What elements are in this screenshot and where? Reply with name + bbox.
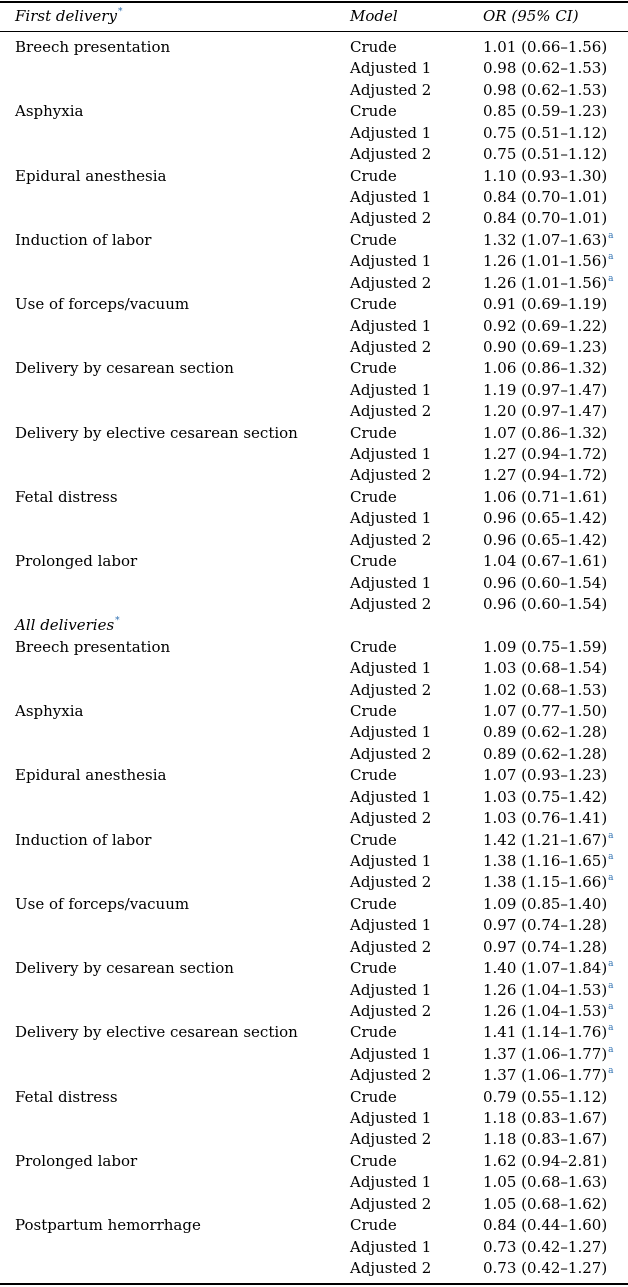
model-cell: Crude bbox=[350, 552, 397, 571]
significance-mark: a bbox=[608, 959, 614, 970]
table-row bbox=[0, 444, 628, 465]
model-cell: Adjusted 1 bbox=[350, 187, 432, 206]
or-ci-cell: 0.79 (0.55–1.12) bbox=[483, 1087, 608, 1106]
or-ci-cell: 0.96 (0.65–1.42) bbox=[483, 509, 608, 528]
table-row bbox=[0, 166, 628, 187]
or-ci-cell: 1.42 $(1.21-1.67)^a$ bbox=[483, 830, 614, 849]
table-row bbox=[0, 551, 628, 572]
or-ci-cell: 1.62 (0.94–2.81) bbox=[483, 1151, 608, 1170]
or-ci-cell: 1.32 $(1.07-1.63)^a$ bbox=[483, 230, 614, 249]
section-asterisk-mark: * bbox=[115, 616, 120, 627]
outcome-label: Delivery by elective cesarean section bbox=[15, 423, 298, 442]
table-row bbox=[0, 958, 628, 979]
model-cell: Adjusted 1 bbox=[350, 380, 432, 399]
model-cell: Adjusted 1 bbox=[350, 573, 432, 592]
or-ci-cell: 1.37 $(1.06-1.77)^a$ bbox=[483, 1044, 614, 1063]
or-ci-cell: 1.07 (0.86–1.32) bbox=[483, 423, 608, 442]
table-row bbox=[0, 123, 628, 144]
table-row bbox=[0, 187, 628, 208]
or-ci-cell: 0.73 (0.42–1.27) bbox=[483, 1237, 608, 1256]
table-row bbox=[0, 573, 628, 594]
model-cell: Adjusted 2 bbox=[350, 1258, 432, 1277]
or-ci-cell: 0.97 (0.74–1.28) bbox=[483, 916, 608, 935]
table-row bbox=[0, 208, 628, 229]
model-cell: Adjusted 2 bbox=[350, 594, 432, 613]
model-cell: Crude bbox=[350, 830, 397, 849]
model-cell: Adjusted 2 bbox=[350, 209, 432, 228]
or-ci-cell: 1.26 $(1.04-1.53)^a$ bbox=[483, 980, 614, 999]
outcome-label: Epidural anesthesia bbox=[15, 166, 167, 185]
model-cell: Adjusted 1 bbox=[350, 787, 432, 806]
model-cell: Crude bbox=[350, 38, 397, 56]
model-cell: Crude bbox=[350, 102, 397, 121]
outcome-label: Epidural anesthesia bbox=[15, 766, 167, 785]
model-cell: Crude bbox=[350, 1087, 397, 1106]
or-ci-cell: 1.09 (0.85–1.40) bbox=[483, 894, 608, 913]
model-cell: Crude bbox=[350, 1151, 397, 1170]
table-row bbox=[0, 701, 628, 722]
header-asterisk-mark: * bbox=[117, 7, 123, 17]
or-ci-cell: 0.84 (0.70–1.01) bbox=[483, 187, 608, 206]
or-ci-cell: 0.96 (0.60–1.54) bbox=[483, 594, 608, 613]
table-row bbox=[0, 1258, 628, 1279]
significance-mark: a bbox=[608, 273, 614, 284]
section-title-row bbox=[0, 615, 628, 636]
model-cell: Crude bbox=[350, 637, 397, 656]
model-cell: Crude bbox=[350, 423, 397, 442]
model-cell: Adjusted 1 bbox=[350, 980, 432, 999]
or-ci-cell: 0.73 (0.42–1.27) bbox=[483, 1258, 608, 1277]
outcome-label: Fetal distress bbox=[15, 1087, 118, 1106]
model-cell: Adjusted 2 bbox=[350, 1066, 432, 1085]
or-ci-cell: 1.05 (0.68–1.62) bbox=[483, 1194, 608, 1213]
or-ci-cell: 1.04 (0.67–1.61) bbox=[483, 552, 608, 571]
or-ci-cell: 0.97 (0.74–1.28) bbox=[483, 937, 608, 956]
or-ci-cell: 1.27 (0.94–1.72) bbox=[483, 466, 608, 485]
table-row bbox=[0, 851, 628, 872]
table-row bbox=[0, 680, 628, 701]
or-ci-cell: 1.27 (0.94–1.72) bbox=[483, 445, 608, 463]
significance-mark: a bbox=[608, 1023, 614, 1034]
outcome-label: Delivery by cesarean section bbox=[15, 959, 234, 978]
outcome-label: Use of forceps/vacuum bbox=[15, 295, 190, 313]
model-cell: Adjusted 2 bbox=[350, 402, 432, 421]
model-cell: Adjusted 2 bbox=[350, 530, 432, 549]
significance-mark: a bbox=[608, 1044, 614, 1055]
table-row bbox=[0, 894, 628, 915]
table-row bbox=[0, 637, 628, 658]
significance-mark: a bbox=[608, 852, 614, 862]
model-cell: Adjusted 1 bbox=[350, 509, 432, 528]
table-row bbox=[0, 58, 628, 79]
or-ci-cell: 1.07 (0.93–1.23) bbox=[483, 766, 608, 785]
or-ci-cell: 0.89 (0.62–1.28) bbox=[483, 723, 608, 742]
outcome-label: Delivery by cesarean section bbox=[15, 359, 234, 378]
or-ci-cell: 1.19 (0.97–1.47) bbox=[483, 380, 608, 399]
table-row bbox=[0, 1108, 628, 1129]
model-cell: Adjusted 1 bbox=[350, 1173, 432, 1192]
outcome-label: Asphyxia bbox=[15, 102, 84, 121]
model-cell: Adjusted 1 bbox=[350, 316, 432, 335]
model-cell: Adjusted 1 bbox=[350, 445, 432, 463]
or-ci-cell: 0.98 (0.62–1.53) bbox=[483, 80, 608, 99]
outcome-label: Induction of labor bbox=[15, 830, 152, 849]
or-ci-cell: 1.05 (0.68–1.63) bbox=[483, 1173, 608, 1192]
or-ci-cell: 1.06 (0.71–1.61) bbox=[483, 487, 608, 506]
table-row bbox=[0, 401, 628, 422]
outcome-label: Prolonged labor bbox=[15, 1151, 138, 1170]
model-cell: Adjusted 2 bbox=[350, 1194, 432, 1213]
model-cell: Crude bbox=[350, 766, 397, 785]
table-row bbox=[0, 530, 628, 551]
table-row bbox=[0, 1065, 628, 1086]
table-row bbox=[0, 744, 628, 765]
or-ci-cell: 1.09 (0.75–1.59) bbox=[483, 637, 608, 656]
or-ci-cell: 1.10 (0.93–1.30) bbox=[483, 166, 608, 185]
or-ci-cell: 0.75 (0.51–1.12) bbox=[483, 123, 608, 142]
table-row bbox=[0, 1001, 628, 1022]
model-cell: Adjusted 1 bbox=[350, 123, 432, 142]
or-ci-cell: 1.18 (0.83–1.67) bbox=[483, 1109, 608, 1127]
or-ci-cell: 1.07 (0.77–1.50) bbox=[483, 702, 608, 720]
header-first-delivery: First delivery* bbox=[15, 7, 123, 25]
model-cell: Crude bbox=[350, 359, 397, 378]
significance-mark: a bbox=[608, 230, 614, 241]
model-cell: Adjusted 1 bbox=[350, 1237, 432, 1256]
table-row bbox=[0, 787, 628, 808]
or-ci-cell: 1.26 $(1.01-1.56)^a$ bbox=[483, 273, 614, 292]
table-row bbox=[0, 508, 628, 529]
table-row bbox=[0, 1194, 628, 1215]
or-ci-cell: 1.02 (0.68–1.53) bbox=[483, 680, 608, 699]
or-ci-cell: 0.96 (0.65–1.42) bbox=[483, 530, 608, 549]
outcome-label: Postpartum hemorrhage bbox=[15, 1216, 201, 1235]
model-cell: Adjusted 2 bbox=[350, 1001, 432, 1020]
table-row bbox=[0, 230, 628, 251]
model-cell: Adjusted 1 bbox=[350, 1109, 432, 1127]
model-cell: Adjusted 2 bbox=[350, 744, 432, 763]
or-ci-cell: 1.26 $(1.04-1.53)^a$ bbox=[483, 1001, 614, 1020]
or-ci-cell: 0.98 (0.62–1.53) bbox=[483, 59, 608, 78]
table-row bbox=[0, 658, 628, 679]
top-rule bbox=[0, 1, 628, 3]
outcome-label: Breech presentation bbox=[15, 38, 171, 56]
model-cell: Adjusted 2 bbox=[350, 680, 432, 699]
section-title: All deliveries* bbox=[15, 616, 120, 635]
or-ci-cell: 0.89 (0.62–1.28) bbox=[483, 744, 608, 763]
table-row bbox=[0, 594, 628, 615]
outcome-label: Breech presentation bbox=[15, 637, 171, 656]
model-cell: Crude bbox=[350, 487, 397, 506]
table-row bbox=[0, 1129, 628, 1150]
table-row bbox=[0, 316, 628, 337]
table-row bbox=[0, 765, 628, 786]
or-ci-cell: 1.38 $(1.16-1.65)^a$ bbox=[483, 852, 614, 870]
or-ci-cell: 1.41 $(1.14-1.76)^a$ bbox=[483, 1023, 614, 1042]
table-row bbox=[0, 872, 628, 893]
or-ci-cell: 0.84 (0.44–1.60) bbox=[483, 1216, 608, 1235]
outcome-label: Fetal distress bbox=[15, 487, 118, 506]
model-cell: Crude bbox=[350, 894, 397, 913]
table-row bbox=[0, 101, 628, 122]
model-cell: Adjusted 2 bbox=[350, 809, 432, 828]
table-row bbox=[0, 465, 628, 486]
table-row bbox=[0, 251, 628, 272]
table-row bbox=[0, 1087, 628, 1108]
table-row bbox=[0, 722, 628, 743]
significance-mark: a bbox=[608, 873, 614, 884]
or-ci-cell: 0.96 (0.60–1.54) bbox=[483, 573, 608, 592]
model-cell: Crude bbox=[350, 959, 397, 978]
table-row bbox=[0, 937, 628, 958]
table-row bbox=[0, 80, 628, 101]
or-ci-cell: 0.84 (0.70–1.01) bbox=[483, 209, 608, 228]
or-ci-cell: 1.06 (0.86–1.32) bbox=[483, 359, 608, 378]
table-row bbox=[0, 1172, 628, 1193]
or-ci-cell: 0.92 (0.69–1.22) bbox=[483, 316, 608, 335]
model-cell: Adjusted 1 bbox=[350, 59, 432, 78]
header-or-ci: OR (95% CI) bbox=[483, 7, 579, 25]
table-row bbox=[0, 1215, 628, 1236]
or-ci-cell: 0.90 (0.69–1.23) bbox=[483, 337, 608, 356]
bottom-rule bbox=[0, 1283, 628, 1285]
outcome-label: Use of forceps/vacuum bbox=[15, 894, 190, 913]
or-ci-cell: 1.03 (0.76–1.41) bbox=[483, 809, 608, 828]
or-ci-cell: 1.01 (0.66–1.56) bbox=[483, 38, 608, 56]
header-rule bbox=[0, 31, 628, 32]
outcome-label: Induction of labor bbox=[15, 230, 152, 249]
outcome-label: Delivery by elective cesarean section bbox=[15, 1023, 298, 1042]
table-row bbox=[0, 1022, 628, 1043]
table-row bbox=[0, 1044, 628, 1065]
header-model: Model bbox=[350, 7, 398, 25]
table-row bbox=[0, 294, 628, 315]
or-ci-cell: 1.26 $(1.01-1.56)^a$ bbox=[483, 252, 614, 271]
outcome-label: Prolonged labor bbox=[15, 552, 138, 571]
model-cell: Adjusted 1 bbox=[350, 916, 432, 935]
significance-mark: a bbox=[608, 1001, 614, 1012]
model-cell: Crude bbox=[350, 166, 397, 185]
table-row bbox=[0, 1237, 628, 1258]
model-cell: Adjusted 2 bbox=[350, 145, 432, 164]
model-cell: Crude bbox=[350, 295, 397, 313]
significance-mark: a bbox=[608, 980, 614, 991]
model-cell: Adjusted 2 bbox=[350, 873, 432, 892]
model-cell: Adjusted 2 bbox=[350, 337, 432, 356]
or-ci-cell: 0.91 (0.69–1.19) bbox=[483, 295, 608, 313]
significance-mark: a bbox=[608, 830, 614, 841]
header-row bbox=[0, 6, 628, 27]
model-cell: Crude bbox=[350, 702, 397, 720]
table-row bbox=[0, 808, 628, 829]
model-cell: Adjusted 1 bbox=[350, 252, 432, 271]
model-cell: Adjusted 2 bbox=[350, 466, 432, 485]
model-cell: Adjusted 2 bbox=[350, 1130, 432, 1149]
model-cell: Adjusted 1 bbox=[350, 723, 432, 742]
table-row bbox=[0, 380, 628, 401]
model-cell: Adjusted 1 bbox=[350, 659, 432, 678]
table-row bbox=[0, 337, 628, 358]
or-ci-cell: 1.03 (0.68–1.54) bbox=[483, 659, 608, 678]
or-ci-cell: 1.37 $(1.06-1.77)^a$ bbox=[483, 1066, 614, 1085]
significance-mark: a bbox=[608, 252, 614, 263]
model-cell: Crude bbox=[350, 230, 397, 249]
table-row bbox=[0, 980, 628, 1001]
model-cell: Adjusted 2 bbox=[350, 937, 432, 956]
model-cell: Crude bbox=[350, 1216, 397, 1235]
table-row bbox=[0, 358, 628, 379]
or-ci-cell: 1.40 $(1.07-1.84)^a$ bbox=[483, 959, 614, 978]
or-ci-cell: 1.18 (0.83–1.67) bbox=[483, 1130, 608, 1149]
model-cell: Crude bbox=[350, 1023, 397, 1042]
model-cell: Adjusted 1 bbox=[350, 852, 432, 870]
or-ci-cell: 1.20 (0.97–1.47) bbox=[483, 402, 608, 421]
significance-mark: a bbox=[608, 1066, 614, 1077]
table-row bbox=[0, 37, 628, 58]
model-cell: Adjusted 2 bbox=[350, 80, 432, 99]
table-row bbox=[0, 1151, 628, 1172]
outcome-label: Asphyxia bbox=[15, 702, 84, 720]
table-row bbox=[0, 487, 628, 508]
table-row bbox=[0, 423, 628, 444]
table-row bbox=[0, 273, 628, 294]
or-ci-cell: 1.03 (0.75–1.42) bbox=[483, 787, 608, 806]
table-row bbox=[0, 830, 628, 851]
model-cell: Adjusted 1 bbox=[350, 1044, 432, 1063]
or-ci-cell: 0.85 (0.59–1.23) bbox=[483, 102, 608, 121]
table-row bbox=[0, 144, 628, 165]
or-ci-cell: 0.75 (0.51–1.12) bbox=[483, 145, 608, 164]
table-row bbox=[0, 915, 628, 936]
or-ci-cell: 1.38 $(1.15-1.66)^a$ bbox=[483, 873, 614, 892]
model-cell: Adjusted 2 bbox=[350, 273, 432, 292]
